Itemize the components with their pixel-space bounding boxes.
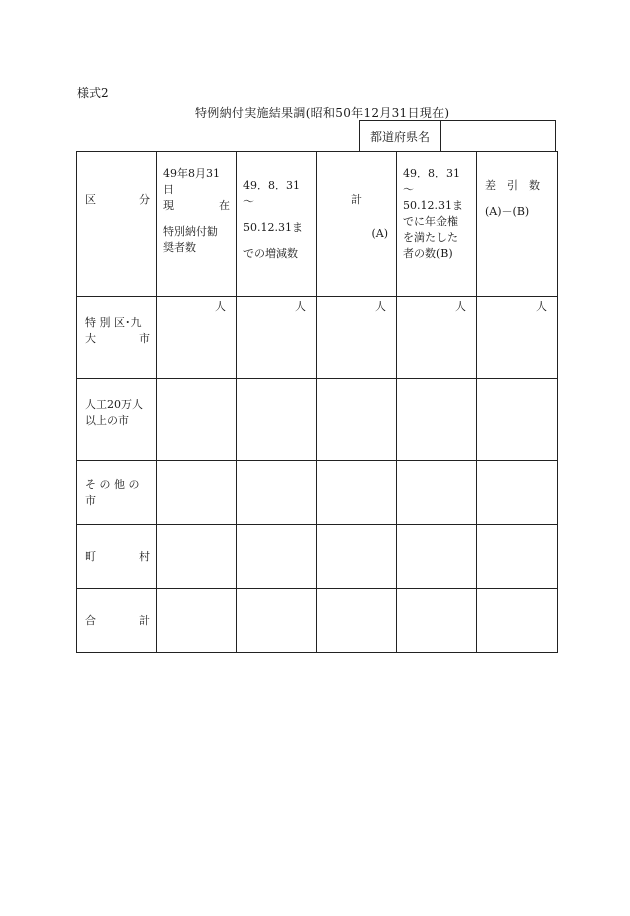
header-kubun-char-1: 区 [85,193,96,206]
row-label-goukei [77,589,157,653]
data-cell[interactable] [157,589,237,653]
header-col4-line1: 49．8．31～ [403,167,460,196]
data-cell[interactable] [237,525,317,589]
prefecture-field[interactable] [441,121,555,151]
row5-char-1: 合 [85,613,96,627]
header-col4-line4: を満たした [403,231,458,244]
data-cell[interactable] [317,589,397,653]
row1-line1: 特 別 区･九 [85,316,142,329]
header-kubun-char-2: 分 [139,193,150,206]
data-cell[interactable] [477,525,558,589]
unit-cell[interactable]: 人 [397,297,477,379]
row5-char-2: 計 [139,613,150,627]
header-col4-line5: 者の数(B) [403,247,453,260]
document-title: 特例納付実施結果調(昭和50年12月31日現在) [195,106,450,120]
header-col1-line4: 奨者数 [163,241,196,254]
data-cell[interactable] [237,379,317,461]
data-cell[interactable] [477,379,558,461]
data-cell[interactable] [157,379,237,461]
table-row [77,379,558,461]
header-col2-line1: 49．8．31～ [243,179,300,208]
data-cell[interactable] [157,525,237,589]
header-kubun [77,152,157,297]
data-cell[interactable] [317,525,397,589]
table-row [77,525,558,589]
row2-line1: 人工20万人 [85,398,143,411]
unit-cell[interactable]: 人 [317,297,397,379]
data-cell[interactable] [157,461,237,525]
header-col5 [477,152,558,297]
row-label-tokubetsuku [77,297,157,379]
data-cell[interactable] [317,461,397,525]
header-col1-line1: 49年8月31日 [163,167,220,196]
prefecture-box [359,120,556,151]
data-cell[interactable] [397,525,477,589]
row3-label: そ の 他 の 市 [85,477,140,507]
header-col1 [157,152,237,297]
header-col4-line3: でに年金権 [403,215,458,228]
header-row [77,152,558,297]
row1-char-1: 大 [85,332,96,345]
data-cell[interactable] [237,589,317,653]
row-label-chouson [77,525,157,589]
prefecture-label: 都道府県名 [360,121,441,151]
row1-char-2: 市 [139,332,150,345]
header-col5-label: 差 引 数 [485,179,540,192]
header-col2 [237,152,317,297]
row2-line2: 以上の市 [85,414,129,427]
header-col4-line2: 50.12.31ま [403,199,463,212]
header-col1-char-2: 在 [219,199,230,212]
row4-char-1: 町 [85,549,96,563]
header-col5-formula: (A)－(B) [485,205,530,218]
header-col2-line2: 50.12.31ま [243,221,303,234]
header-col1-line3: 特別納付勧 [163,225,218,238]
unit-cell[interactable]: 人 [157,297,237,379]
table-row [77,589,558,653]
data-cell[interactable] [477,589,558,653]
header-col3-mark: (A) [371,227,388,240]
table-row [77,461,558,525]
header-col4 [397,152,477,297]
header-col3-label: 計 [351,193,362,206]
row4-char-2: 村 [139,549,150,563]
row-label-sonota [77,461,157,525]
data-cell[interactable] [317,379,397,461]
data-cell[interactable] [397,589,477,653]
form-number: 様式2 [77,86,109,100]
header-col1-char-1: 現 [163,199,174,212]
header-col2-line3: での増減数 [243,247,298,260]
data-cell[interactable] [237,461,317,525]
results-table [76,151,558,653]
data-cell[interactable] [397,461,477,525]
data-cell[interactable] [397,379,477,461]
data-cell[interactable] [477,461,558,525]
row-label-20man [77,379,157,461]
header-col3 [317,152,397,297]
unit-cell[interactable]: 人 [237,297,317,379]
unit-cell[interactable]: 人 [477,297,558,379]
table-row [77,297,558,379]
